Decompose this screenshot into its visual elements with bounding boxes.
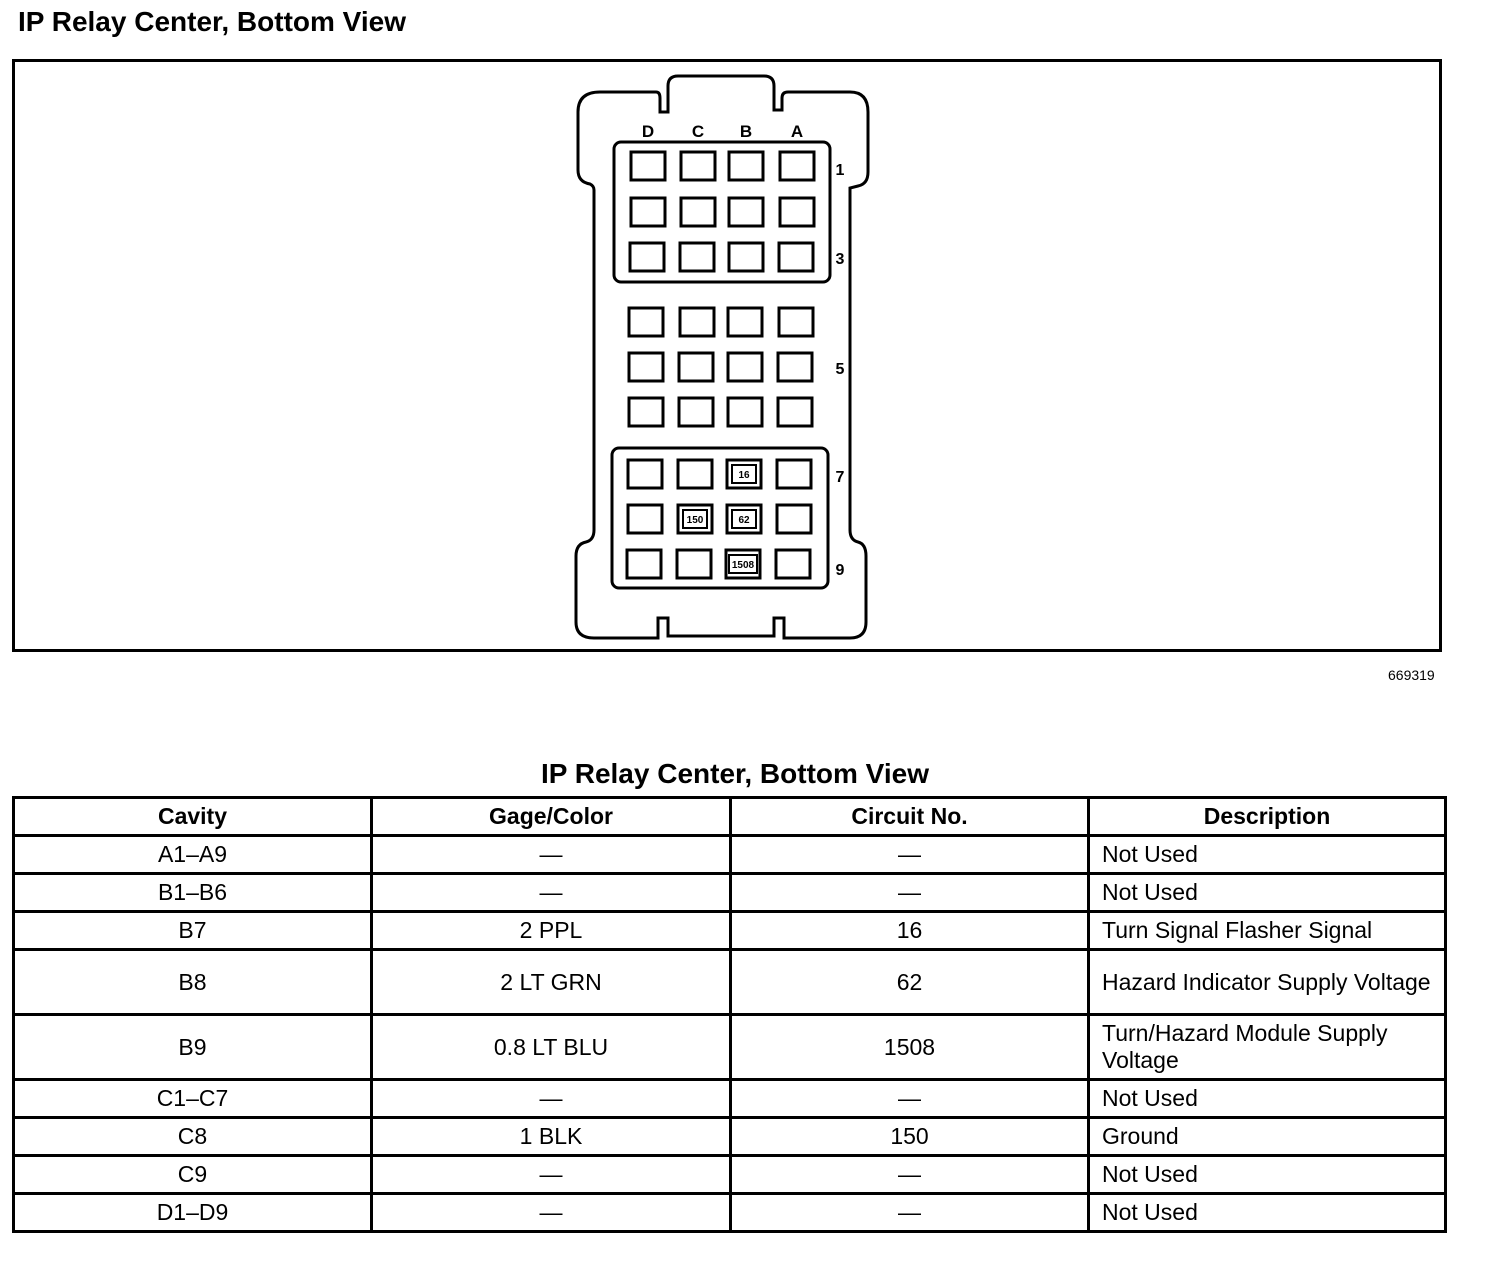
cavity-d5: [629, 353, 663, 381]
cell-cavity: B8: [14, 950, 372, 1015]
cell-gage-color: —: [372, 1194, 731, 1232]
table-row: [14, 1015, 1446, 1080]
cell-circuit-no: —: [731, 1156, 1089, 1194]
cavity-c2: [681, 198, 715, 226]
table-row: [14, 836, 1446, 874]
cavity-d6: [629, 398, 663, 426]
cell-gage-color: 2 LT GRN: [372, 950, 731, 1015]
cell-gage-color: 1 BLK: [372, 1118, 731, 1156]
cell-description: Turn Signal Flasher Signal: [1089, 912, 1446, 950]
cavity-c1: [681, 152, 715, 180]
cavity-d2: [631, 198, 665, 226]
cell-description: Turn/Hazard Module Supply Voltage: [1089, 1015, 1446, 1080]
cavity-b1: [729, 152, 763, 180]
header-cavity: Cavity: [14, 798, 372, 836]
cavity-d8: [628, 505, 662, 533]
upper-cavity-group: [614, 142, 830, 282]
row-label-5: 5: [835, 361, 845, 378]
row-label-1: 1: [835, 162, 845, 179]
header-description: Description: [1089, 798, 1446, 836]
cell-circuit-no: —: [731, 874, 1089, 912]
row-label-3: 3: [835, 251, 845, 268]
connector-diagram: [15, 62, 1439, 649]
cavity-c3: [680, 243, 714, 271]
cell-cavity: B7: [14, 912, 372, 950]
cavity-d3: [630, 243, 664, 271]
cell-gage-color: 0.8 LT BLU: [372, 1015, 731, 1080]
cell-description: Not Used: [1089, 836, 1446, 874]
cell-description: Not Used: [1089, 1156, 1446, 1194]
row-label-7: 7: [835, 469, 845, 486]
cavity-a3: [779, 243, 813, 271]
cell-gage-color: —: [372, 1156, 731, 1194]
figure-id: 669319: [1388, 667, 1435, 683]
cell-cavity: C8: [14, 1118, 372, 1156]
cavity-c7: [678, 460, 712, 488]
column-label-a: A: [790, 122, 804, 141]
cavity-a7: [777, 460, 811, 488]
table-row: [14, 874, 1446, 912]
cell-circuit-no: —: [731, 836, 1089, 874]
cavity-grid: [627, 152, 814, 578]
cell-circuit-no: 16: [731, 912, 1089, 950]
connector-diagram-frame: [12, 59, 1442, 652]
cavity-d4: [629, 308, 663, 336]
table-row: [14, 1194, 1446, 1232]
cell-gage-color: —: [372, 836, 731, 874]
cavity-a4: [779, 308, 813, 336]
cavity-c4: [680, 308, 714, 336]
column-label-d: D: [641, 122, 655, 141]
cavity-b7-circuit-label: 16: [738, 470, 750, 481]
cavity-b9-circuit-label: 1508: [731, 560, 755, 571]
cavity-c5: [679, 353, 713, 381]
cell-cavity: C9: [14, 1156, 372, 1194]
page-title: IP Relay Center, Bottom View: [18, 6, 406, 37]
cell-description: Hazard Indicator Supply Voltage: [1089, 950, 1446, 1015]
cavity-a9: [776, 550, 810, 578]
cavity-d9: [627, 550, 661, 578]
cell-circuit-no: —: [731, 1080, 1089, 1118]
cell-description: Not Used: [1089, 874, 1446, 912]
cell-description: Not Used: [1089, 1080, 1446, 1118]
connector-pin-table: [12, 796, 1447, 1233]
row-label-9: 9: [835, 562, 845, 579]
column-label-b: B: [739, 122, 753, 141]
cavity-a8: [777, 505, 811, 533]
cavity-b3: [729, 243, 763, 271]
header-circuit-no: Circuit No.: [731, 798, 1089, 836]
cavity-c9: [677, 550, 711, 578]
cell-cavity: B9: [14, 1015, 372, 1080]
cell-circuit-no: 1508: [731, 1015, 1089, 1080]
cell-cavity: C1–C7: [14, 1080, 372, 1118]
table-row: [14, 950, 1446, 1015]
lower-cavity-group: [612, 448, 828, 588]
cell-cavity: A1–A9: [14, 836, 372, 874]
cavity-b2: [729, 198, 763, 226]
table-row: [14, 1118, 1446, 1156]
cell-gage-color: —: [372, 874, 731, 912]
cell-circuit-no: —: [731, 1194, 1089, 1232]
cell-description: Ground: [1089, 1118, 1446, 1156]
table-caption: IP Relay Center, Bottom View: [541, 758, 929, 789]
table-row: [14, 1080, 1446, 1118]
cavity-b6: [728, 398, 762, 426]
cell-cavity: B1–B6: [14, 874, 372, 912]
connector-body-outline: [576, 76, 868, 638]
cell-circuit-no: 150: [731, 1118, 1089, 1156]
cell-circuit-no: 62: [731, 950, 1089, 1015]
cell-description: Not Used: [1089, 1194, 1446, 1232]
cavity-d7: [628, 460, 662, 488]
cavity-b5: [728, 353, 762, 381]
column-label-c: C: [691, 122, 705, 141]
cell-gage-color: —: [372, 1080, 731, 1118]
table-row: [14, 1156, 1446, 1194]
cavity-c8-circuit-label: 150: [686, 515, 704, 526]
header-gage-color: Gage/Color: [372, 798, 731, 836]
cavity-c6: [679, 398, 713, 426]
cavity-b8-circuit-label: 62: [738, 515, 750, 526]
cavity-b4: [728, 308, 762, 336]
cavity-a6: [778, 398, 812, 426]
cell-cavity: D1–D9: [14, 1194, 372, 1232]
cavity-d1: [631, 152, 665, 180]
cavity-a2: [780, 198, 814, 226]
cavity-a5: [778, 353, 812, 381]
cell-gage-color: 2 PPL: [372, 912, 731, 950]
cavity-a1: [780, 152, 814, 180]
table-row: [14, 912, 1446, 950]
table-header-row: [14, 798, 1446, 836]
